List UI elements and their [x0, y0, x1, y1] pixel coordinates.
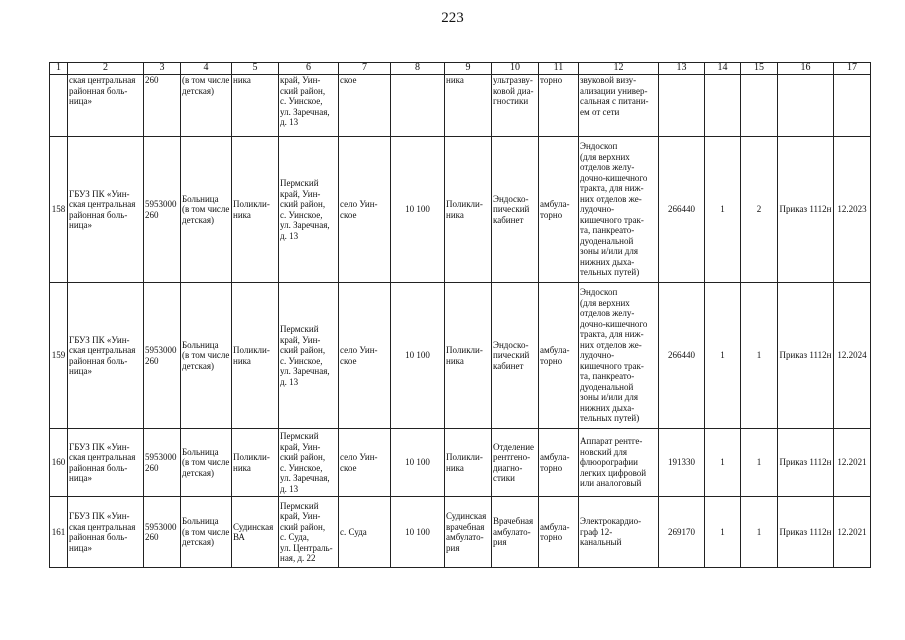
- quantity-available: [705, 75, 741, 137]
- column-number: 15: [741, 63, 778, 75]
- institution-name: ская центральная районная боль- ница»: [68, 75, 144, 137]
- unit-name: ника: [445, 75, 492, 137]
- division-name: Судинская ВА: [232, 497, 279, 568]
- column-number: 17: [834, 63, 871, 75]
- column-number-row: [50, 63, 871, 75]
- table-row: [50, 283, 871, 429]
- care-conditions: амбула- торно: [539, 497, 579, 568]
- address: край, Уин- ский район, с. Уинское, ул. Заречная, д. 13: [279, 75, 339, 137]
- care-conditions: торно: [539, 75, 579, 137]
- regulation: Приказ 1112н: [778, 429, 834, 497]
- table-row: [50, 429, 871, 497]
- column-number: 2: [68, 63, 144, 75]
- regulation: Приказ 1112н: [778, 283, 834, 429]
- table-row: [50, 497, 871, 568]
- equipment-code: 269170: [659, 497, 705, 568]
- regulation: [778, 75, 834, 137]
- equipment-code: 266440: [659, 283, 705, 429]
- column-number: 7: [339, 63, 391, 75]
- division-name: ника: [232, 75, 279, 137]
- column-number: 6: [279, 63, 339, 75]
- quantity-available: 1: [705, 283, 741, 429]
- address: Пермский край, Уин- ский район, с. Уинское, ул. Заречная, д. 13: [279, 283, 339, 429]
- institution-type: Больница (в том числе детская): [181, 283, 232, 429]
- institution-type: Больница (в том числе детская): [181, 429, 232, 497]
- equipment-table: [49, 62, 871, 568]
- settlement: село Уин- ское: [339, 137, 391, 283]
- unit-name: Поликли- ника: [445, 283, 492, 429]
- equipment-name: Аппарат рентге- новский для флюорографии легких цифровой или аналоговый: [579, 429, 659, 497]
- row-number: 161: [50, 497, 68, 568]
- address: Пермский край, Уин- ский район, с. Уинское, ул. Заречная, д. 13: [279, 137, 339, 283]
- settlement: с. Суда: [339, 497, 391, 568]
- row-number: 159: [50, 283, 68, 429]
- oktmo-code: 5953000 260: [144, 429, 181, 497]
- department: ультразву- ковой диа- гностики: [492, 75, 539, 137]
- due-date: 12.2021: [834, 497, 871, 568]
- unit-name: Поликли- ника: [445, 137, 492, 283]
- department: Эндоско- пический кабинет: [492, 283, 539, 429]
- quantity-required: 1: [741, 429, 778, 497]
- department: Врачебная амбулато- рия: [492, 497, 539, 568]
- institution-type: (в том числе детская): [181, 75, 232, 137]
- column-number: 10: [492, 63, 539, 75]
- population: 10 100: [391, 429, 445, 497]
- column-number: 12: [579, 63, 659, 75]
- unit-name: Поликли- ника: [445, 429, 492, 497]
- quantity-available: 1: [705, 137, 741, 283]
- population: [391, 75, 445, 137]
- equipment-name: Эндоскоп (для верхних отделов желу- дочно-кишечного тракта, для ниж- них отделов же- лудочно- кишечного трак- та, панкреато- дуоденальной зоны и/или для нижних дыха- тельных путей): [579, 283, 659, 429]
- institution-type: Больница (в том числе детская): [181, 137, 232, 283]
- equipment-code: [659, 75, 705, 137]
- oktmo-code: 5953000 260: [144, 497, 181, 568]
- institution-name: ГБУЗ ПК «Уин- ская центральная районная боль- ница»: [68, 429, 144, 497]
- quantity-required: 2: [741, 137, 778, 283]
- column-number: 11: [539, 63, 579, 75]
- quantity-required: 1: [741, 497, 778, 568]
- row-number: [50, 75, 68, 137]
- column-number: 4: [181, 63, 232, 75]
- settlement: ское: [339, 75, 391, 137]
- due-date: 12.2023: [834, 137, 871, 283]
- due-date: 12.2024: [834, 283, 871, 429]
- equipment-name: звуковой визу- ализации универ- сальная с питани- ем от сети: [579, 75, 659, 137]
- regulation: Приказ 1112н: [778, 497, 834, 568]
- oktmo-code: 5953000 260: [144, 283, 181, 429]
- division-name: Поликли- ника: [232, 429, 279, 497]
- column-number: 13: [659, 63, 705, 75]
- column-number: 9: [445, 63, 492, 75]
- unit-name: Судинская врачебная амбулато- рия: [445, 497, 492, 568]
- equipment-code: 191330: [659, 429, 705, 497]
- population: 10 100: [391, 137, 445, 283]
- column-number: 5: [232, 63, 279, 75]
- population: 10 100: [391, 283, 445, 429]
- column-number: 16: [778, 63, 834, 75]
- due-date: [834, 75, 871, 137]
- settlement: село Уин- ское: [339, 429, 391, 497]
- due-date: 12.2021: [834, 429, 871, 497]
- table-row: [50, 137, 871, 283]
- table-row: [50, 75, 871, 137]
- quantity-required: [741, 75, 778, 137]
- population: 10 100: [391, 497, 445, 568]
- row-number: 158: [50, 137, 68, 283]
- institution-name: ГБУЗ ПК «Уин- ская центральная районная боль- ница»: [68, 497, 144, 568]
- oktmo-code: 5953000 260: [144, 137, 181, 283]
- regulation: Приказ 1112н: [778, 137, 834, 283]
- oktmo-code: 260: [144, 75, 181, 137]
- column-number: 8: [391, 63, 445, 75]
- department: Отделение рентгено- диагно- стики: [492, 429, 539, 497]
- institution-name: ГБУЗ ПК «Уин- ская центральная районная боль- ница»: [68, 137, 144, 283]
- column-number: 14: [705, 63, 741, 75]
- care-conditions: амбула- торно: [539, 283, 579, 429]
- column-number: 3: [144, 63, 181, 75]
- column-number: 1: [50, 63, 68, 75]
- row-number: 160: [50, 429, 68, 497]
- equipment-code: 266440: [659, 137, 705, 283]
- page-number: 223: [441, 10, 464, 26]
- equipment-name: Эндоскоп (для верхних отделов желу- дочно-кишечного тракта, для ниж- них отделов же- лудочно- кишечного трак- та, панкреато- дуоденальной зоны и/или для нижних дыха- тельных путей): [579, 137, 659, 283]
- equipment-name: Электрокардио- граф 12- канальный: [579, 497, 659, 568]
- division-name: Поликли- ника: [232, 283, 279, 429]
- address: Пермский край, Уин- ский район, с. Уинское, ул. Заречная, д. 13: [279, 429, 339, 497]
- care-conditions: амбула- торно: [539, 137, 579, 283]
- division-name: Поликли- ника: [232, 137, 279, 283]
- department: Эндоско- пический кабинет: [492, 137, 539, 283]
- institution-name: ГБУЗ ПК «Уин- ская центральная районная боль- ница»: [68, 283, 144, 429]
- quantity-required: 1: [741, 283, 778, 429]
- quantity-available: 1: [705, 429, 741, 497]
- quantity-available: 1: [705, 497, 741, 568]
- care-conditions: амбула- торно: [539, 429, 579, 497]
- institution-type: Больница (в том числе детская): [181, 497, 232, 568]
- address: Пермский край, Уин- ский район, с. Суда, ул. Централь- ная, д. 22: [279, 497, 339, 568]
- settlement: село Уин- ское: [339, 283, 391, 429]
